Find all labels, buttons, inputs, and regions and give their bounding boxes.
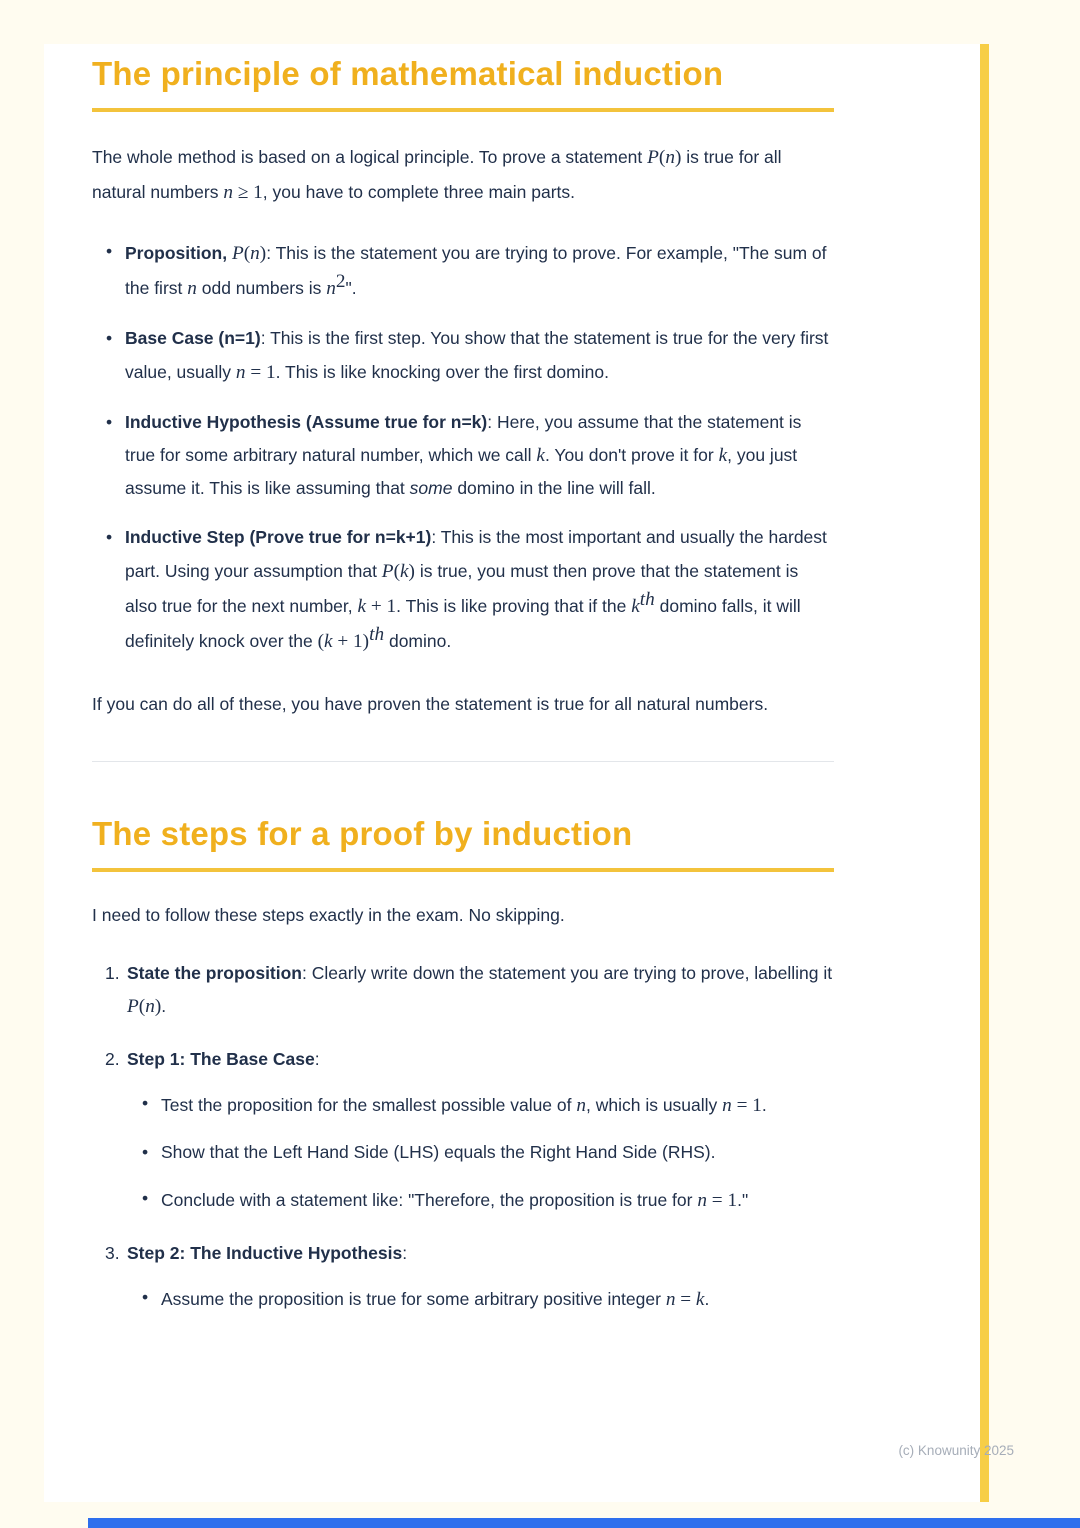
- step-text: State the proposition: Clearly write down the statement you are trying to prove, labelling it P(n).: [127, 962, 833, 1018]
- sub-bullet-list: [127, 1088, 834, 1218]
- page-edge-stripe: [980, 44, 989, 1502]
- step-item: [105, 958, 834, 1025]
- step-item: [105, 1238, 834, 1317]
- bullet-item-proposition: • Proposition, P(n): This is the statement you are trying to prove. For example, "The sum of the first n odd numbers is $n^2$".: [106, 236, 834, 306]
- outro-paragraph: If you can do all of these, you have proven the statement is true for all natural numbers.: [92, 694, 769, 715]
- step-text: Step 1: The Base Case:: [127, 1049, 320, 1070]
- document-content: [92, 54, 834, 1337]
- bottom-accent-bar: [88, 1518, 1080, 1528]
- bullet-list: [92, 236, 834, 660]
- intro-paragraph: I need to follow these steps exactly in the exam. No skipping.: [92, 904, 565, 925]
- sub-bullet-list: [127, 1282, 834, 1317]
- section-title: The steps for a proof by induction: [92, 815, 633, 853]
- title-underline: [92, 108, 834, 112]
- sub-bullet-item: • Show that the Left Hand Side (LHS) equals the Right Hand Side (RHS).: [142, 1137, 834, 1169]
- step-text: Step 2: The Inductive Hypothesis:: [127, 1243, 408, 1264]
- copyright-footer: (c) Knowunity 2025: [898, 1443, 1014, 1458]
- bullet-item-base-case: • Base Case (n=1): This is the first step. You show that the statement is true for the very first value, usually n = 1. This is like knocking over the first domino.: [106, 323, 834, 390]
- intro-paragraph: The whole method is based on a logical principle. To prove a statement P(n) is true for all natural numbers n ≥ 1, you have to complete three main parts.: [92, 146, 782, 203]
- sub-bullet-item: • Test the proposition for the smallest possible value of n, which is usually n = 1.: [142, 1088, 834, 1123]
- sub-bullet-item: • Assume the proposition is true for some arbitrary positive integer n = k.: [142, 1282, 834, 1317]
- bullet-item-inductive-step: • Inductive Step (Prove true for n=k+1): This is the most important and usually the hardest part. Using your assumption that P(k) is true, you must then prove that the statement is also true for the next number, k + 1. This is like proving that if the $k^{th}$ domino falls, it will definitely knock over the $(k + 1)^{th}$ domino.: [106, 522, 834, 659]
- section-divider: [92, 761, 834, 762]
- sub-bullet-item: • Conclude with a statement like: "Therefore, the proposition is true for n = 1.": [142, 1183, 834, 1218]
- numbered-step-list: [92, 958, 834, 1318]
- section-principle: [92, 54, 834, 721]
- section-title: The principle of mathematical induction: [92, 55, 724, 92]
- step-item: [105, 1044, 834, 1218]
- bullet-item-inductive-hypothesis: • Inductive Hypothesis (Assume true for n=k): Here, you assume that the statement is true for some arbitrary natural number, which we call k. You don't prove it for k, you just assume it. This is like assuming that some domino in the line will fall.: [106, 407, 834, 506]
- section-steps: [92, 814, 834, 1317]
- title-underline: [92, 868, 834, 872]
